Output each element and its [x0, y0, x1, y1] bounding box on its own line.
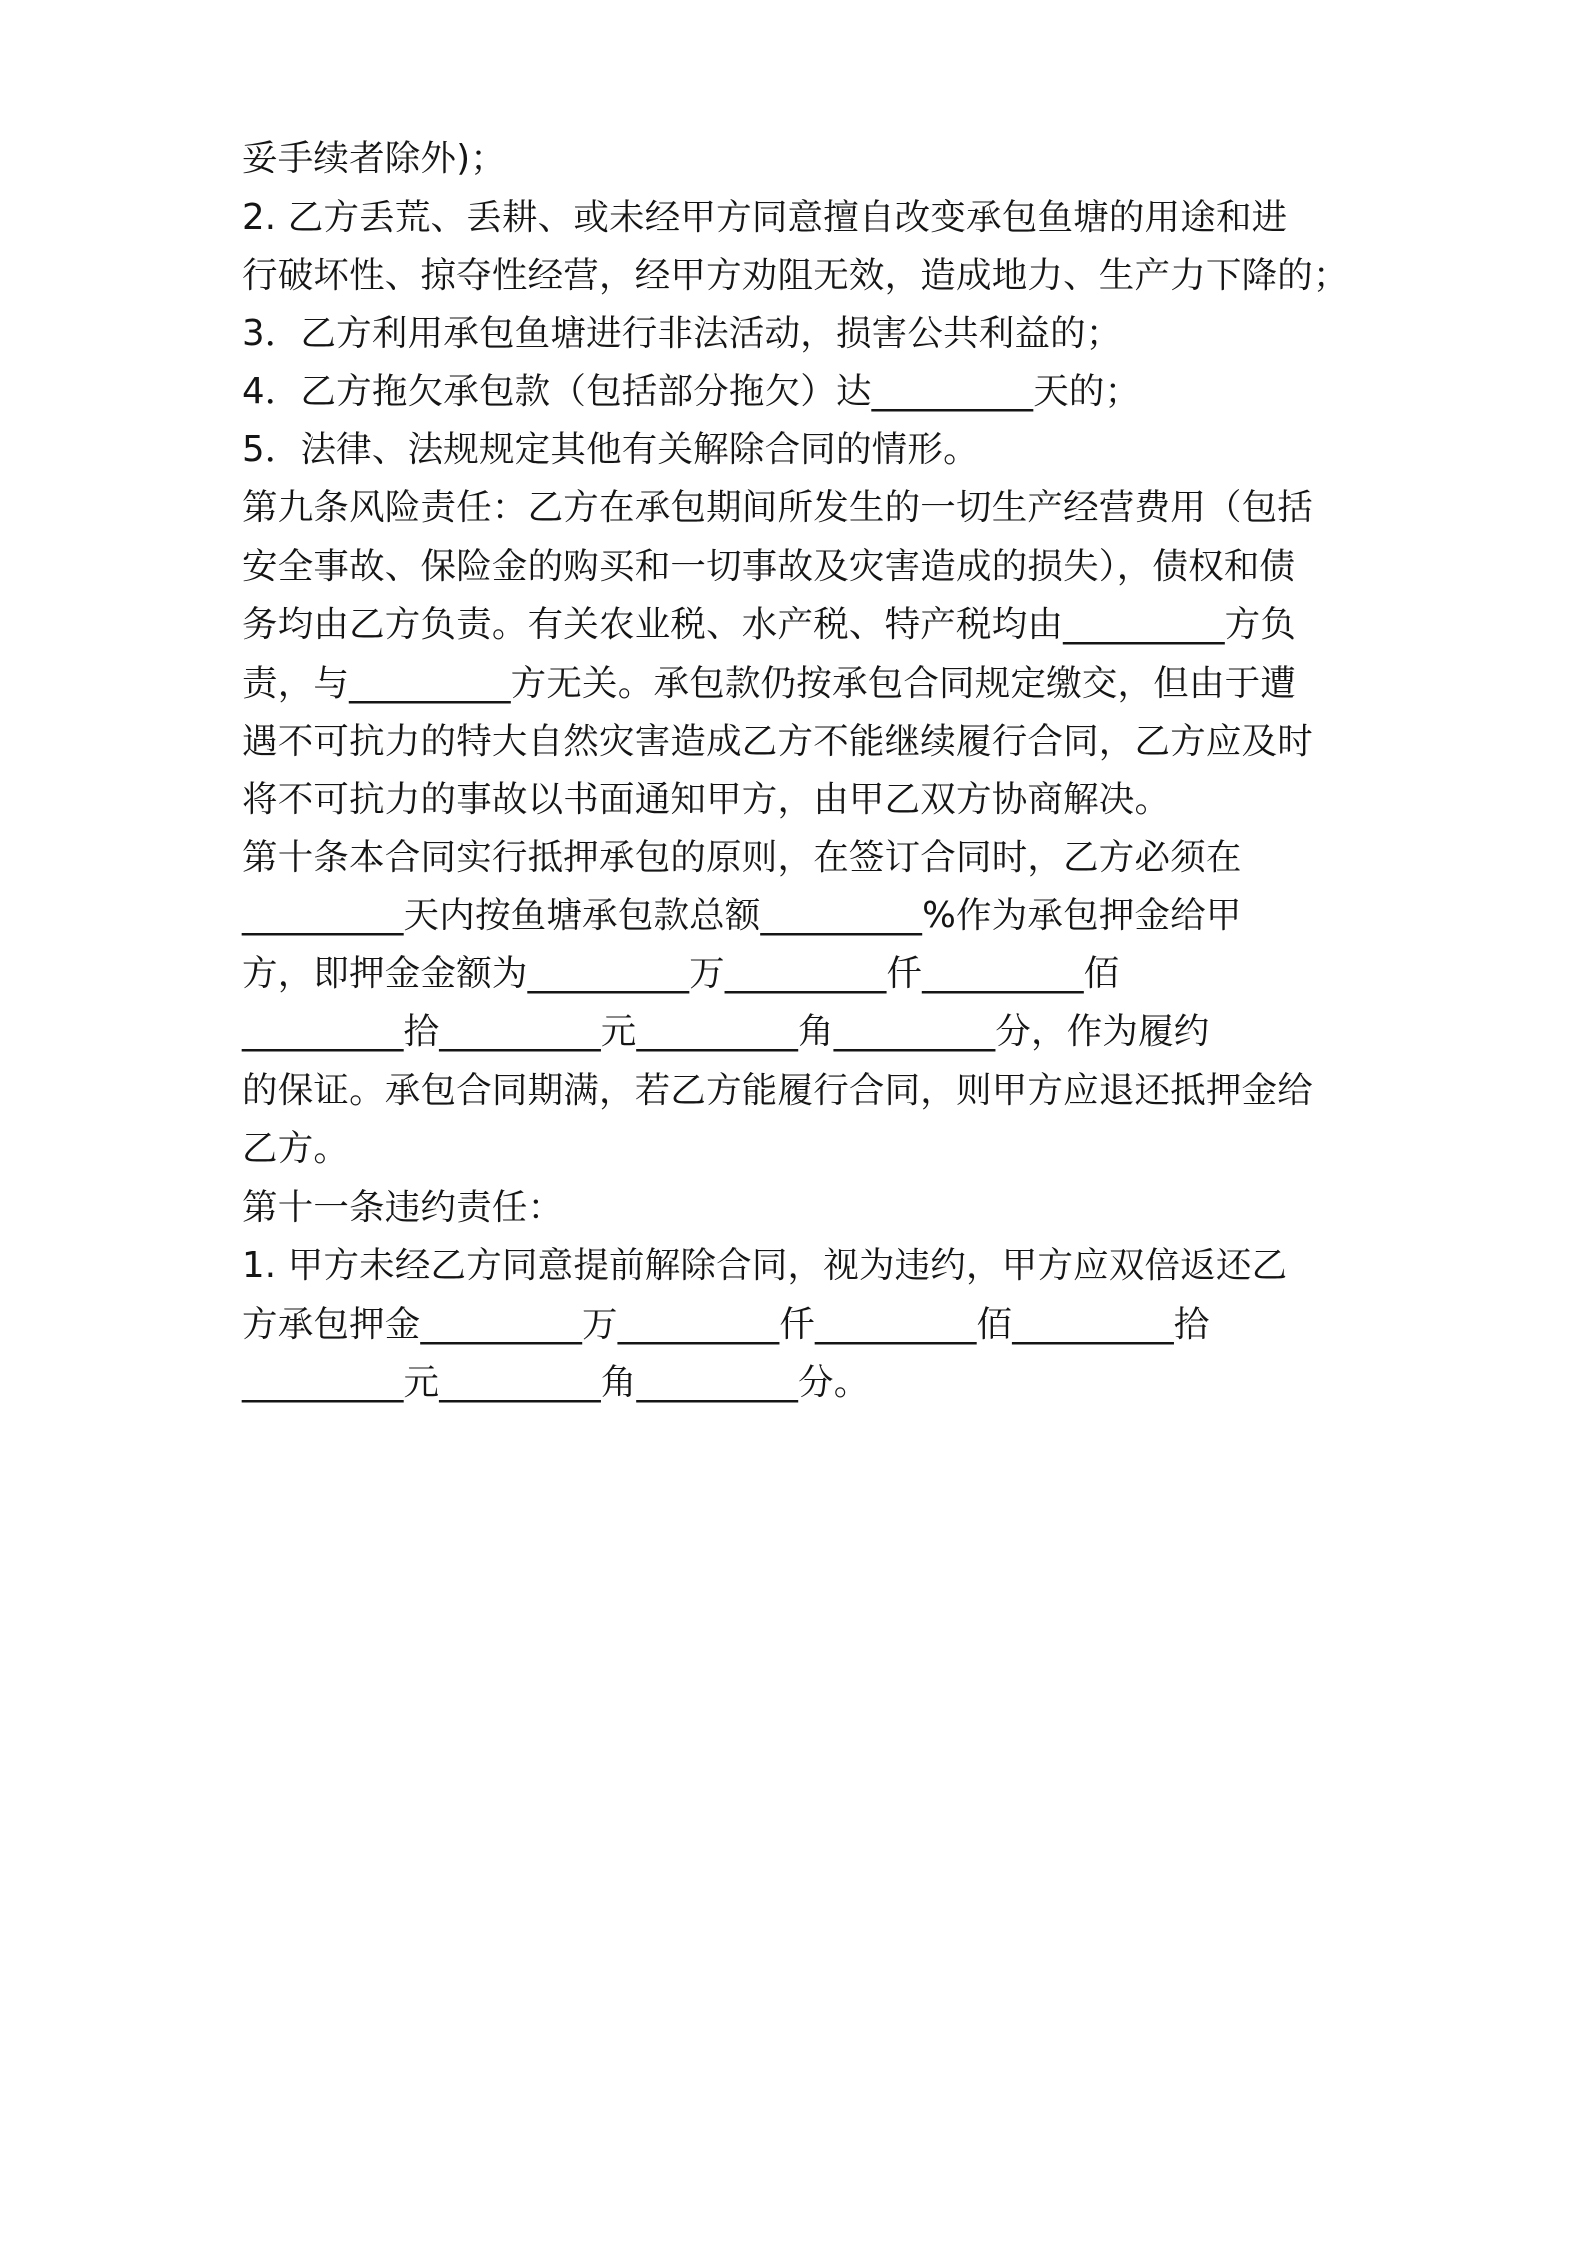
text-line: 5．法律、法规规定其他有关解除合同的情形。	[242, 429, 979, 470]
text-line: 2. 乙方丢荒、丢耕、或未经甲方同意擅自改变承包鱼塘的用途和进	[242, 197, 1288, 238]
text-line: 乙方。	[242, 1128, 350, 1169]
text-line: 3．乙方利用承包鱼塘进行非法活动，损害公共利益的；	[242, 313, 1122, 354]
text-line: _________拾_________元_________角_________分，作为履约	[242, 1011, 1210, 1052]
text-line: 第九条风险责任：乙方在承包期间所发生的一切生产经营费用（包括	[242, 487, 1314, 528]
text-line: _________元_________角_________分。	[242, 1362, 870, 1403]
text-line: 方承包押金_________万_________仟_________佰_________拾	[242, 1304, 1210, 1345]
text-line: 行破坏性、掠夺性经营，经甲方劝阻无效，造成地力、生产力下降的；	[242, 255, 1349, 296]
text-line: 安全事故、保险金的购买和一切事故及灾害造成的损失），债权和债	[242, 546, 1296, 587]
text-line: 4．乙方拖欠承包款（包括部分拖欠）达_________天的；	[242, 371, 1141, 412]
text-line: 的保证。承包合同期满，若乙方能履行合同，则甲方应退还抵押金给	[242, 1070, 1314, 1111]
text-line: 1. 甲方未经乙方同意提前解除合同，视为违约，甲方应双倍返还乙	[242, 1245, 1288, 1286]
text-line: 方，即押金金额为_________万_________仟_________佰	[242, 953, 1120, 994]
text-line: _________天内按鱼塘承包款总额_________%作为承包押金给甲	[242, 895, 1242, 936]
text-line: 妥手续者除外)；	[242, 138, 506, 179]
text-line: 第十条本合同实行抵押承包的原则，在签订合同时，乙方必须在	[242, 837, 1242, 878]
text-line: 务均由乙方负责。有关农业税、水产税、特产税均由_________方负	[242, 604, 1297, 645]
text-line: 遇不可抗力的特大自然灾害造成乙方不能继续履行合同，乙方应及时	[242, 721, 1314, 762]
text-line: 责，与_________方无关。承包款仍按承包合同规定缴交，但由于遭	[242, 663, 1297, 704]
text-line: 将不可抗力的事故以书面通知甲方，由甲乙双方协商解决。	[242, 779, 1171, 820]
text-line: 第十一条违约责任：	[242, 1187, 564, 1228]
